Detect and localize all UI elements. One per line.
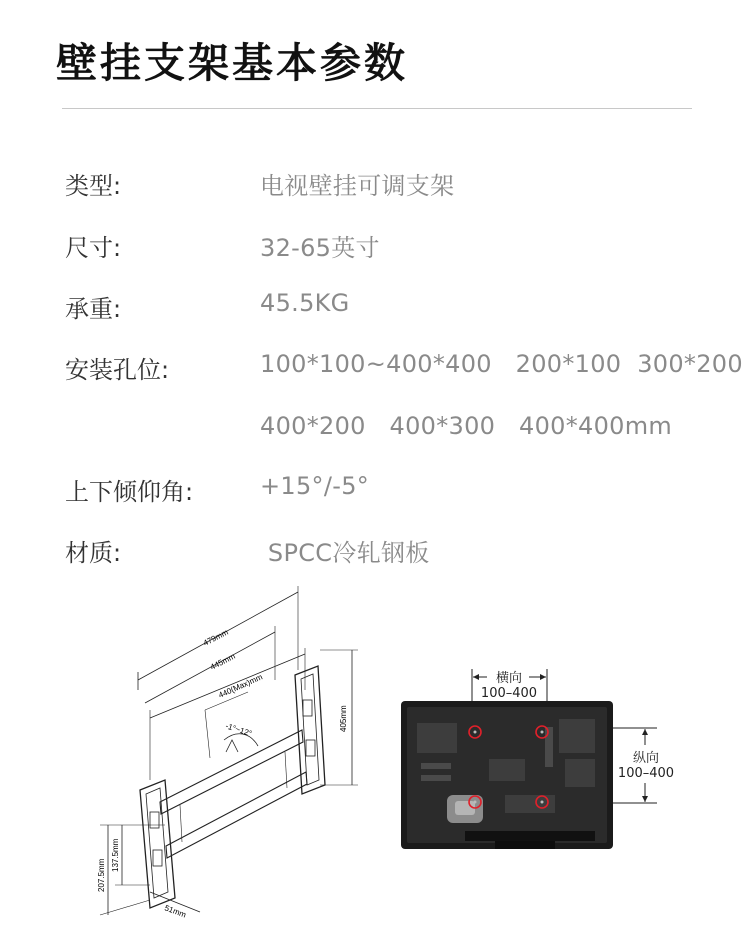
bracket-dimension-diagram — [0, 580, 380, 925]
spec-label-material: 材质: — [65, 539, 122, 567]
tv-back-vesa-diagram — [395, 655, 695, 855]
spec-value-material: SPCC冷轧钢板 — [260, 539, 430, 567]
dim-479: 479mm — [201, 627, 230, 648]
spec-label-vesa: 安装孔位: — [65, 356, 170, 384]
dim-tilt: -1°~12° — [224, 721, 253, 739]
spec-label-size: 尺寸: — [65, 234, 122, 262]
spec-value-tilt: +15°/-5° — [260, 472, 370, 500]
spec-label-type: 类型: — [65, 172, 122, 200]
dim-137-5: 137.5mm — [111, 838, 120, 872]
spec-value-vesa: 100*100~400*400 200*100 300*200 — [260, 350, 743, 378]
vesa-hole-4 — [541, 801, 544, 804]
vertical-label: 纵向 — [632, 751, 660, 766]
vertical-range: 100–400 — [617, 766, 675, 781]
vesa-hole-1 — [474, 731, 477, 734]
spec-value-type: 电视壁挂可调支架 — [260, 172, 455, 200]
page-title: 壁挂支架基本参数 — [56, 39, 408, 87]
horizontal-label: 横向 — [495, 671, 523, 686]
vesa-hole-2 — [541, 731, 544, 734]
spec-label-tilt: 上下倾仰角: — [65, 478, 194, 506]
horizontal-range: 100–400 — [480, 686, 538, 701]
spec-value-vesa-cont: 400*200 400*300 400*400mm — [260, 412, 673, 440]
vesa-hole-3 — [474, 801, 477, 804]
spec-value-load: 45.5KG — [260, 289, 350, 317]
dim-51: 51mm — [163, 903, 188, 920]
spec-label-load: 承重: — [65, 295, 122, 323]
spec-value-size: 32-65英寸 — [260, 234, 380, 262]
dim-440: 440(Max)mm — [217, 672, 264, 700]
dim-207-5: 207.5mm — [97, 858, 106, 892]
dim-445: 445mm — [208, 651, 237, 672]
dim-405: 405mm — [339, 705, 348, 732]
title-divider — [62, 108, 692, 109]
